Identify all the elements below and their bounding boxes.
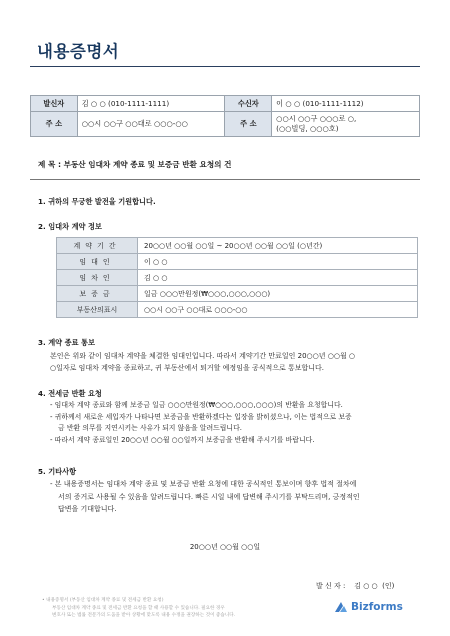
- section-3-line: 본인은 위와 같이 임대차 계약을 체결한 임대인입니다. 따라서 계약기간 만료일인 20○○년 ○○월 ○: [50, 352, 356, 360]
- section-2-title: 2. 임대차 계약 정보: [38, 222, 102, 231]
- title-divider: [30, 66, 420, 67]
- bizforms-logo: [334, 600, 403, 614]
- property-label: 부동산의표시: [57, 302, 138, 318]
- section-5-line: - 본 내용증명서는 임대차 계약 종료 및 보증금 반환 요청에 대한 공식적인 통보이며 향후 법적 절차에: [50, 480, 357, 488]
- receiver-address-line1: ○○시 ○○구 ○○○로 ○,: [276, 114, 357, 123]
- footnote-line: 부동산 임대차 계약 종료 및 전세금 반환 요청을 할 때 사용할 수 있습니다. 필요한 경우: [52, 605, 225, 611]
- receiver-address-line2: (○○빌딩, ○○○호): [276, 124, 339, 133]
- section-3-body: [50, 350, 420, 374]
- section-4-title: 4. 전세금 반환 요청: [38, 389, 102, 398]
- section-4-bullet-cont: 금 반환 의무를 지연시키는 사유가 되지 않음을 알려드립니다.: [58, 424, 242, 433]
- document-title: 내용증명서: [37, 42, 120, 61]
- subject-divider: [30, 179, 420, 180]
- sender-label: 발신자: [31, 96, 78, 112]
- section-1-title: 1. 귀하의 무궁한 발전을 기원합니다.: [38, 197, 156, 206]
- sender-address-label: 주 소: [31, 112, 78, 137]
- tenant-label: 임차인: [57, 270, 138, 286]
- signer-line: 발 신 자 : 김 ○ ○ (인): [316, 582, 395, 590]
- document-date: 20○○년 ○○월 ○○일: [189, 543, 261, 551]
- section-4-bullet: - 따라서 계약 종료일인 20○○년 ○○월 ○○일까지 보증금을 반환해 주시기를 바랍니다.: [50, 435, 315, 444]
- deposit-label: 보증금: [57, 286, 138, 302]
- receiver-label: 수신자: [225, 96, 272, 112]
- footnote: [42, 597, 310, 620]
- tenant-value: 김 ○ ○: [138, 270, 418, 286]
- receiver-name: 이 ○ ○ (010-1111-1112): [272, 96, 420, 112]
- deposit-value: 일금 ○○○만원정(₩○○○,○○○,○○○): [138, 286, 418, 302]
- contract-period-label: 계약기간: [57, 238, 138, 254]
- footnote-line: 변호사 또는 법률 전문가의 도움을 받아 상황에 맞도록 내용 수정을 권장하는 것이 좋습니다.: [52, 613, 236, 618]
- subject-line: 제 목 : 부동산 임대차 계약 종료 및 보증금 반환 요청의 건: [38, 160, 232, 169]
- parties-table: [30, 95, 420, 137]
- section-4-bullet: - 임대차 계약 종료와 함께 보증금 일금 ○○○만원정(₩○○○,○○○,○○○)의 반환을 요청합니다.: [50, 401, 343, 409]
- landlord-value: 이 ○ ○: [138, 254, 418, 270]
- receiver-address: [272, 112, 420, 137]
- landlord-label: 임대인: [57, 254, 138, 270]
- section-5-line: 서의 증거로 사용될 수 있음을 알려드립니다. 빠른 시일 내에 답변해 주시기를 부탁드리며, 긍정적인: [58, 492, 360, 501]
- section-5-line: 답변을 기대합니다.: [58, 505, 117, 514]
- logo-text: Bizforms: [351, 601, 403, 613]
- section-5-body: [50, 478, 422, 516]
- contract-info-table: [56, 237, 418, 318]
- receiver-address-label: 주 소: [225, 112, 272, 137]
- sender-address: ○○시 ○○구 ○○대로 ○○○-○○: [77, 112, 225, 137]
- section-5-title: 5. 기타사항: [38, 467, 77, 476]
- section-4-bullet: - 귀하께서 새로운 세입자가 나타나면 보증금을 반환하겠다는 입장을 밝히셨으나, 이는 법적으로 보증: [50, 412, 352, 421]
- footnote-line: • 내용증명서 (부동산 임대차 계약 종료 및 전세금 반환 요청): [42, 598, 164, 603]
- section-4-body: [50, 400, 422, 446]
- sender-name: 김 ○ ○ (010-1111-1111): [77, 96, 225, 112]
- bizforms-logo-icon: [334, 600, 348, 614]
- contract-period-value: 20○○년 ○○월 ○○일 ~ 20○○년 ○○월 ○○일 (○년간): [138, 238, 418, 254]
- section-3-line: ○일자로 임대차 계약을 종료하고, 귀 부동산에서 퇴거할 예정임을 공식적으로 통보합니다.: [50, 364, 325, 373]
- section-3-title: 3. 계약 종료 통보: [38, 338, 95, 347]
- property-value: ○○시 ○○구 ○○대로 ○○○-○○: [138, 302, 418, 318]
